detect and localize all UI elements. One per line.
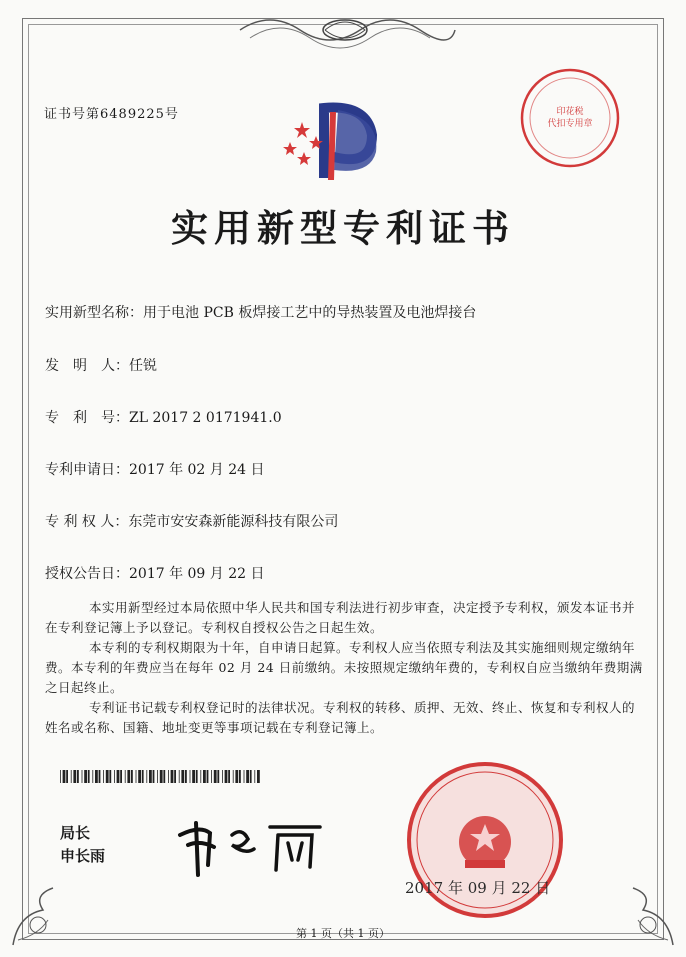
barcode-bar bbox=[131, 770, 133, 783]
field-label: 专 利 号： bbox=[45, 410, 129, 426]
certificate-title: 实用新型专利证书 bbox=[171, 206, 515, 250]
top-ornament-icon bbox=[230, 10, 460, 50]
barcode-bar bbox=[179, 770, 180, 783]
barcode-bar bbox=[244, 770, 245, 783]
barcode-bar bbox=[228, 770, 230, 783]
barcode-bar bbox=[60, 770, 61, 783]
legal-paragraph-2: 本专利的专利权期限为十年，自申请日起算。专利权人应当依照专利法及其实施细则规定缴纳年费。本专利的年费应当在每年 02 月 24 日前缴纳。未按照规定缴纳年费的，专利权自应当缴纳年费期满之日起终止。 bbox=[45, 640, 643, 695]
barcode-bar bbox=[211, 770, 212, 783]
field-label: 发 明 人： bbox=[45, 358, 129, 374]
barcode-bar bbox=[171, 770, 174, 783]
certificate-number: 证书号第6489225号 bbox=[44, 107, 179, 122]
barcode-bar bbox=[146, 770, 147, 783]
legal-paragraph-3: 专利证书记载专利权登记时的法律状况。专利权的转移、质押、无效、终止、恢复和专利权人的姓名或名称、国籍、地址变更等事项记载在专利登记簿上。 bbox=[45, 700, 636, 735]
barcode-bar bbox=[63, 770, 66, 783]
grant-date-stamp: 2017 年 09 月 22 日 bbox=[405, 879, 551, 897]
barcode-bar bbox=[114, 770, 115, 783]
tax-seal-icon bbox=[518, 66, 622, 170]
field-label: 授权公告日： bbox=[45, 566, 129, 582]
field-patent-number bbox=[45, 407, 282, 427]
barcode-bar bbox=[106, 770, 109, 783]
signature-icon bbox=[170, 805, 330, 880]
field-label: 实用新型名称： bbox=[45, 305, 143, 321]
barcode-bar bbox=[233, 770, 234, 783]
barcode-bar bbox=[203, 770, 206, 783]
barcode-bar bbox=[174, 770, 176, 783]
barcode-bar bbox=[217, 770, 219, 783]
barcode-bar bbox=[66, 770, 68, 783]
barcode-bar bbox=[103, 770, 104, 783]
barcode-bar bbox=[120, 770, 122, 783]
cnipa-logo-icon bbox=[272, 90, 402, 190]
field-label: 专利申请日： bbox=[45, 462, 129, 478]
barcode-bar bbox=[142, 770, 144, 783]
barcode-bar bbox=[185, 770, 187, 783]
barcode-bar bbox=[190, 770, 191, 783]
barcode-bar bbox=[149, 770, 152, 783]
field-value: ZL 2017 2 0171941.0 bbox=[129, 410, 282, 426]
barcode-bar bbox=[127, 770, 130, 783]
barcode-bar bbox=[92, 770, 93, 783]
barcode-bar bbox=[99, 770, 101, 783]
field-inventor bbox=[45, 355, 157, 375]
barcode-bar bbox=[136, 770, 137, 783]
barcode-bar bbox=[84, 770, 87, 783]
barcode-bar bbox=[125, 770, 126, 783]
page-footer: 第 1 页（共 1 页） bbox=[296, 927, 390, 940]
svg-text:印花税: 印花税 bbox=[556, 107, 584, 117]
barcode-bar bbox=[192, 770, 195, 783]
barcode-bar bbox=[88, 770, 90, 783]
barcode-bar bbox=[109, 770, 111, 783]
director-name: 申长雨 bbox=[60, 847, 106, 865]
field-value: 任锐 bbox=[129, 358, 157, 374]
barcode-bar bbox=[207, 770, 209, 783]
field-grant-date bbox=[45, 563, 265, 583]
field-value: 东莞市安安森新能源科技有限公司 bbox=[128, 514, 339, 530]
barcode-bar bbox=[160, 770, 163, 783]
barcode-bar bbox=[168, 770, 169, 783]
field-utility-model-name bbox=[45, 302, 476, 322]
barcode-bar bbox=[153, 770, 155, 783]
barcode-bar bbox=[95, 770, 98, 783]
field-filing-date bbox=[45, 459, 265, 479]
barcode-bar bbox=[77, 770, 79, 783]
barcode-bar bbox=[200, 770, 201, 783]
field-value: 2017 年 02 月 24 日 bbox=[129, 462, 265, 478]
barcode-bar bbox=[254, 770, 255, 783]
barcode-bar bbox=[214, 770, 217, 783]
barcode-bar bbox=[246, 770, 249, 783]
legal-notice bbox=[45, 598, 645, 738]
svg-text:代扣专用章: 代扣专用章 bbox=[547, 119, 593, 129]
barcode-bar bbox=[117, 770, 120, 783]
barcode-bar bbox=[163, 770, 165, 783]
barcode-icon bbox=[60, 770, 260, 783]
barcode-bar bbox=[257, 770, 260, 783]
barcode-bar bbox=[73, 770, 76, 783]
legal-paragraph-1: 本实用新型经过本局依照中华人民共和国专利法进行初步审查，决定授予专利权，颁发本证书并在专利登记簿上予以登记。专利权自授权公告之日起生效。 bbox=[45, 600, 636, 635]
field-value: 2017 年 09 月 22 日 bbox=[129, 566, 265, 582]
field-label: 专 利 权 人： bbox=[45, 514, 129, 530]
barcode-bar bbox=[239, 770, 241, 783]
barcode-bar bbox=[71, 770, 72, 783]
barcode-bar bbox=[157, 770, 158, 783]
barcode-bar bbox=[181, 770, 184, 783]
barcode-bar bbox=[250, 770, 252, 783]
field-value: 用于电池 PCB 板焊接工艺中的导热装置及电池焊接台 bbox=[143, 305, 477, 321]
director-block bbox=[60, 822, 105, 868]
director-title: 局长 bbox=[60, 824, 91, 842]
barcode-bar bbox=[82, 770, 83, 783]
barcode-bar bbox=[225, 770, 228, 783]
barcode-bar bbox=[196, 770, 198, 783]
barcode-bar bbox=[222, 770, 223, 783]
barcode-bar bbox=[235, 770, 238, 783]
field-patentee bbox=[45, 511, 338, 531]
barcode-bar bbox=[138, 770, 141, 783]
